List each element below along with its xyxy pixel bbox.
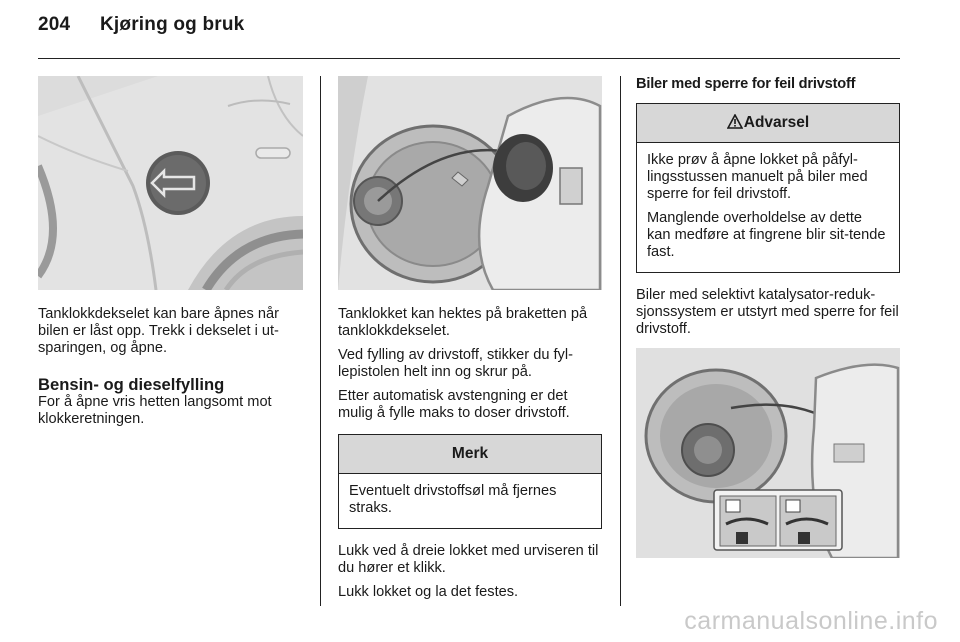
column-1	[38, 76, 306, 435]
column-divider-1	[320, 76, 321, 606]
note-title: Merk	[339, 435, 601, 474]
warning-text-1: Ikke prøv å åpne lokket på påfyl-lingsstussen manuelt på biler med sperre for feil drivstoff.	[647, 152, 868, 202]
caption-fuel-door: Tanklokkdekselet kan bare åpnes når bilen er låst opp. Trekk i dekselet i ut-sparingen, og åpne.	[38, 306, 279, 356]
para-insert-nozzle: Ved fylling av drivstoff, stikker du fyl-lepistolen helt inn og skrur på.	[338, 347, 573, 380]
figure-fuel-cap-open	[338, 76, 602, 290]
chapter-title: Kjøring og bruk	[100, 14, 245, 35]
warning-title: Advarsel	[743, 114, 810, 131]
subheading-misfuel: Biler med sperre for feil drivstoff	[636, 76, 856, 92]
para-close-cap: Lukk ved å dreie lokket med urviseren til du hører et klikk.	[338, 543, 599, 576]
para-auto-shutoff: Etter automatisk avstengning er det mulig å fylle maks to doser drivstoff.	[338, 388, 570, 421]
section-title-fueling: Bensin- og dieselfylling	[38, 375, 225, 394]
column-2	[338, 76, 602, 608]
figure-misfuel-inhibitor	[636, 348, 900, 558]
page-header	[38, 14, 244, 36]
figure-fuel-door-closed	[38, 76, 303, 290]
para-close-door: Lukk lokket og la det festes.	[338, 584, 519, 600]
header-rule	[38, 58, 900, 59]
warning-triangle-icon	[727, 106, 743, 144]
warning-box	[636, 103, 900, 273]
column-divider-2	[620, 76, 621, 606]
para-hook-cap: Tanklokket kan hektes på braketten på tanklokkdekselet.	[338, 306, 588, 339]
page-number: 204	[38, 14, 71, 35]
watermark: carmanualsonline.info	[684, 607, 938, 635]
para-scr-system: Biler med selektivt katalysator-reduk-sjonssystem er utstyrt med sperre for feil drivstoff.	[636, 287, 899, 337]
note-text: Eventuelt drivstoffsøl må fjernes straks.	[349, 483, 557, 516]
column-3	[636, 76, 900, 558]
note-box	[338, 434, 602, 529]
section-text-fueling: For å åpne vris hetten langsomt mot klokkeretningen.	[38, 394, 272, 427]
warning-header	[637, 104, 899, 143]
warning-text-2: Manglende overholdelse av dette kan medføre at fingrene blir sit-tende fast.	[647, 210, 886, 260]
